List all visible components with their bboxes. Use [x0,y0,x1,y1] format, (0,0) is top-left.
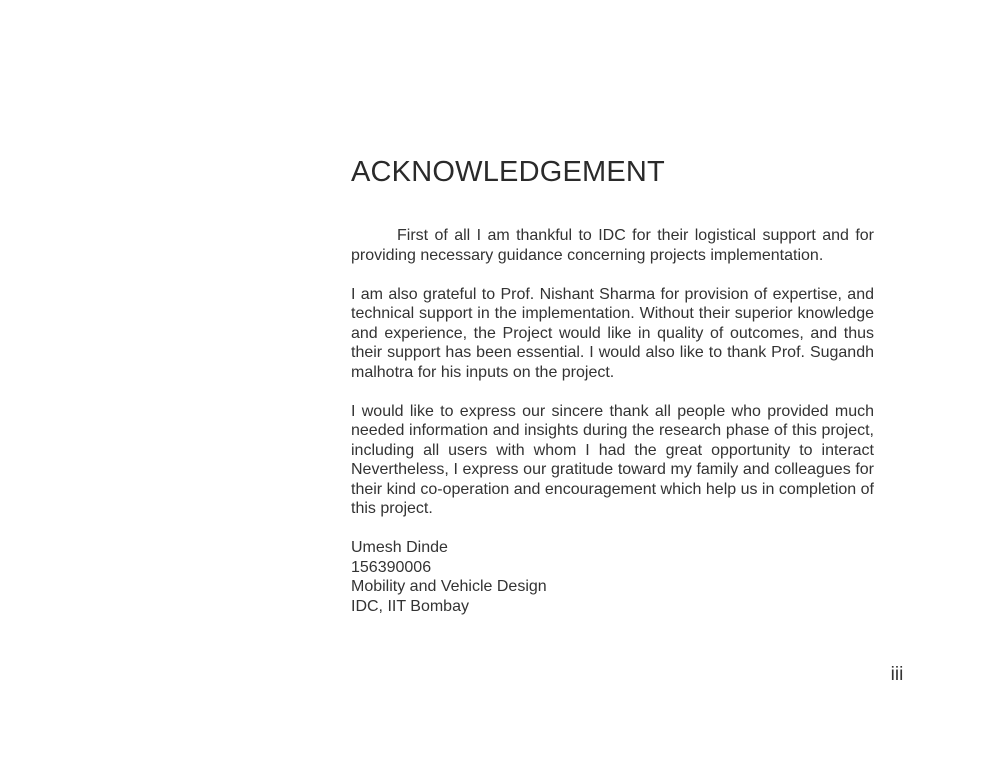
roll-number: 156390006 [351,558,432,576]
institute-name: IDC, IIT Bombay [351,597,469,615]
author-name: Umesh Dinde [351,539,448,556]
acknowledgement-body [351,226,874,616]
page-number: iii [890,664,904,685]
paragraph-1: First of all I am thankful to IDC for their logistical support and for providing necessary guidance concerning projects implementation. [351,227,874,264]
acknowledgement-section [351,152,874,616]
page-title: ACKNOWLEDGEMENT [351,156,665,188]
paragraph-3: I would like to express our sincere thank all people who provided much needed information and insights during the research phase of this project, including all users with whom I had the great opportunity to interact Nevertheless, I express our gratitude toward my family and colleagues for their kind co-operation and encouragement which help us in completion of this project. [351,402,874,517]
program-name: Mobility and Vehicle Design [351,578,547,595]
signature-block [351,538,874,616]
paragraph-2: I am also grateful to Prof. Nishant Sharma for provision of expertise, and technical support in the implementation. Without their superior knowledge and experience, the Project would like in quality of outcomes, and thus their support has been essential. I would also like to thank Prof. Sugandh malhotra for his inputs on the project. [351,285,874,381]
